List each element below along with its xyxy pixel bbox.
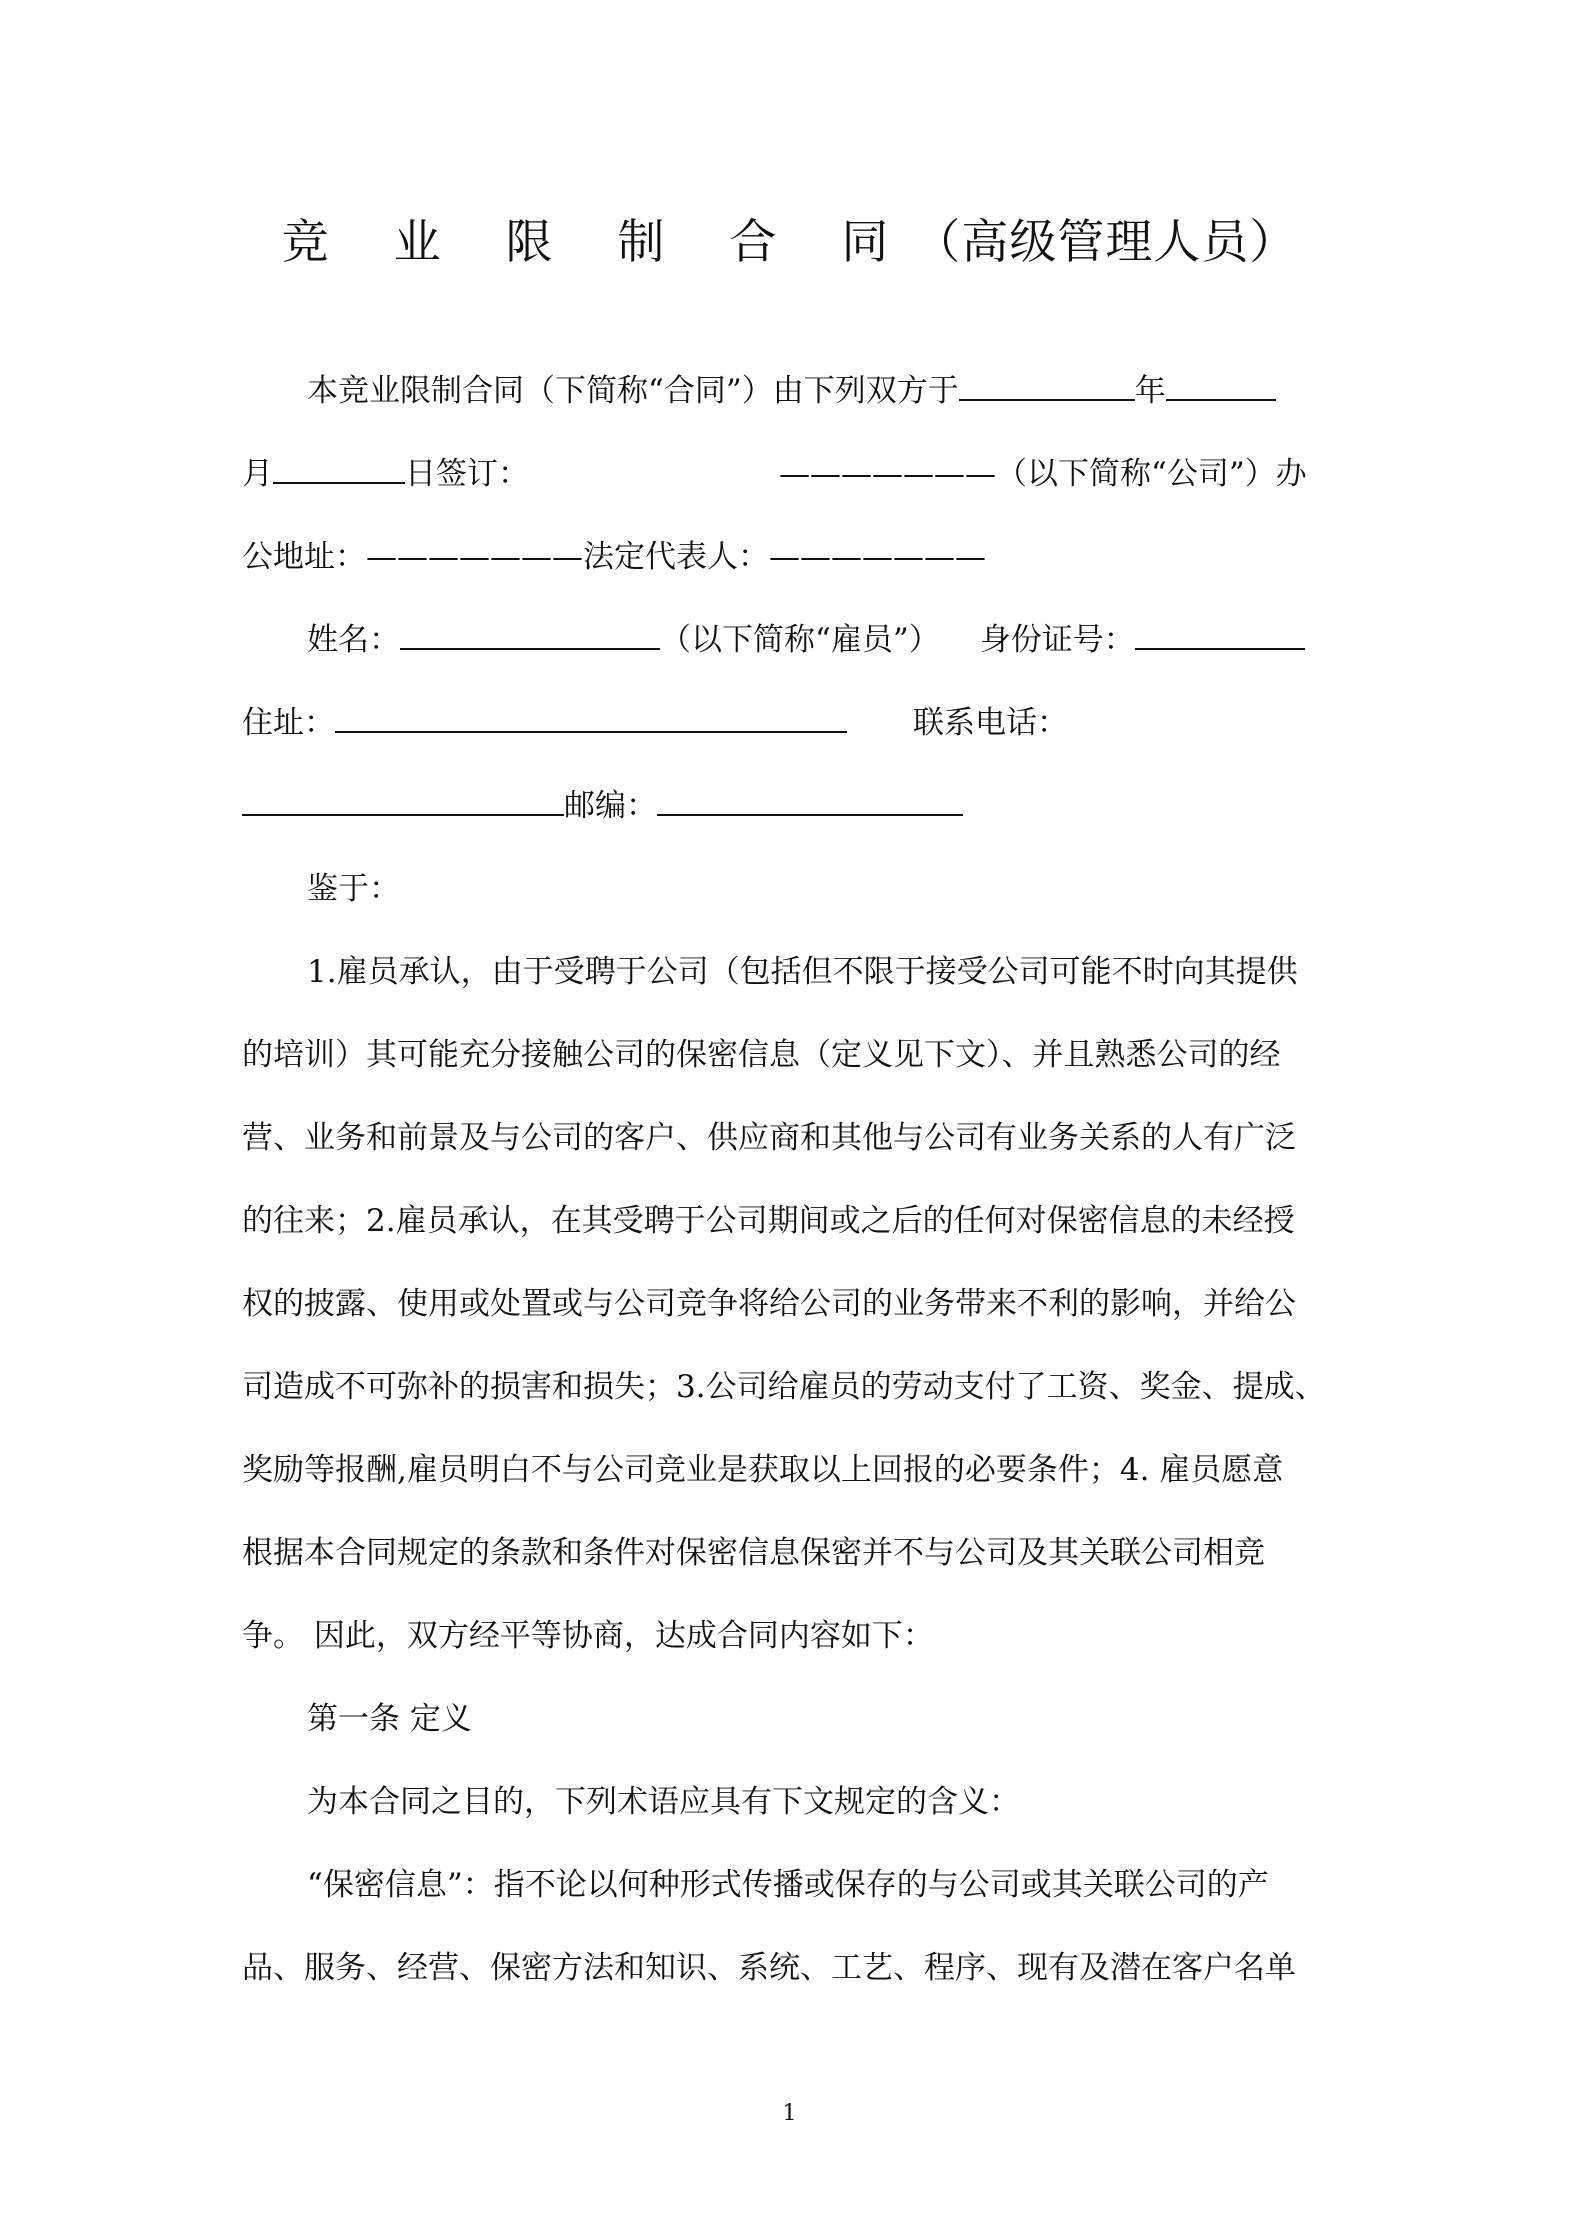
article-1-intro: 为本合同之目的，下列术语应具有下文规定的含义： <box>307 1784 1020 1820</box>
year-label: 年 <box>1134 373 1166 409</box>
employee-alias: （以下简称“雇员”） <box>660 622 940 658</box>
name-blank[interactable] <box>400 618 660 650</box>
company-alias: （以下简称“公司”）办 <box>996 456 1307 492</box>
definition-line: 品、服务、经营、保密方法和知识、系统、工艺、程序、现有及潜在客户名单 <box>242 1950 1296 1986</box>
month-label: 月 <box>242 456 273 492</box>
postcode-label: 邮编： <box>564 788 657 824</box>
document-title <box>0 213 1579 273</box>
intro-text: 本竞业限制合同（下简称“合同”）由下列双方于 <box>307 373 959 409</box>
body-line: 1.雇员承认，由于受聘于公司（包括但不限于接受公司可能不时向其提供 <box>307 954 1298 990</box>
year-blank[interactable] <box>959 369 1135 401</box>
whereas-label: 鉴于： <box>307 871 400 907</box>
sign-label: 日签订： <box>405 456 529 492</box>
body-line: 的培训）其可能充分接触公司的保密信息（定义见下文）、并且熟悉公司的经 <box>242 1037 1281 1073</box>
phone-blank[interactable] <box>242 784 564 816</box>
id-blank[interactable] <box>1135 618 1305 650</box>
intro-line-1 <box>307 369 1276 413</box>
definition-line: “保密信息”：指不论以何种形式传播或保存的与公司或其关联公司的产 <box>307 1867 1269 1903</box>
body-line: 的往来；2.雇员承认，在其受聘于公司期间或之后的任何对保密信息的未经授 <box>242 1203 1295 1239</box>
employee-line-3 <box>242 784 963 828</box>
employee-line-2 <box>242 701 1068 745</box>
title-subtitle: （高级管理人员） <box>913 215 1298 270</box>
address-blank[interactable] <box>335 701 847 733</box>
day-blank[interactable] <box>273 452 405 484</box>
intro-line-2 <box>242 452 1307 496</box>
body-line: 根据本合同规定的条款和条件对保密信息保密并不与公司及其关联公司相竞 <box>242 1535 1265 1571</box>
company-name-placeholder: ——————— <box>779 456 996 492</box>
name-label: 姓名： <box>307 622 400 658</box>
phone-label: 联系电话： <box>913 705 1068 741</box>
id-label: 身份证号： <box>979 622 1135 658</box>
article-1-heading: 第一条 定义 <box>307 1701 472 1737</box>
body-line: 司造成不可弥补的损害和损失；3.公司给雇员的劳动支付了工资、奖金、提成、 <box>242 1369 1326 1405</box>
legal-rep-label: 法定代表人： <box>583 539 769 575</box>
postcode-blank[interactable] <box>657 784 963 816</box>
legal-rep-placeholder: ——————— <box>769 539 986 575</box>
month-blank[interactable] <box>1166 369 1276 401</box>
body-line: 权的披露、使用或处置或与公司竞争将给公司的业务带来不利的影响，并给公 <box>242 1286 1296 1322</box>
title-main: 竞 业 限 制 合 同 <box>281 215 914 270</box>
address-field-label: 住址： <box>242 705 335 741</box>
address-label: 公地址： <box>242 539 366 575</box>
body-line: 奖励等报酬,雇员明白不与公司竞业是获取以上回报的必要条件；4. 雇员愿意 <box>242 1452 1284 1488</box>
page-number: 1 <box>782 2101 797 2126</box>
body-line: 营、业务和前景及与公司的客户、供应商和其他与公司有业务关系的人有广泛 <box>242 1120 1296 1156</box>
intro-line-3 <box>242 535 986 579</box>
employee-line-1 <box>307 618 1305 662</box>
body-line: 争。 因此，双方经平等协商，达成合同内容如下： <box>242 1618 934 1654</box>
address-placeholder: ——————— <box>366 539 583 575</box>
